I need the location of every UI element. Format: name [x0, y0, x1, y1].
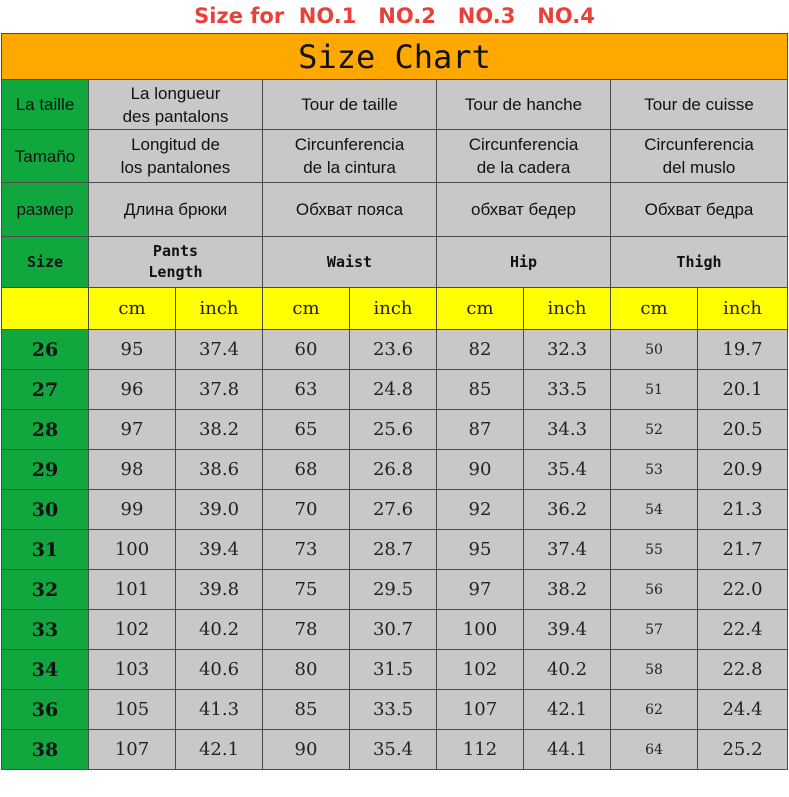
language-row [2, 130, 788, 183]
value-cell: 75 [263, 570, 350, 610]
size-cell: 36 [2, 690, 89, 730]
value-cell: 20.1 [698, 370, 788, 410]
size-cell: 31 [2, 530, 89, 570]
value-cell: 42.1 [524, 690, 611, 730]
value-cell: 112 [437, 730, 524, 770]
size-cell: 29 [2, 450, 89, 490]
size-cell: 27 [2, 370, 89, 410]
units-blank-cell [2, 288, 89, 330]
value-cell: 32.3 [524, 330, 611, 370]
value-cell: 73 [263, 530, 350, 570]
value-cell: 35.4 [350, 730, 437, 770]
value-cell: 53 [611, 450, 698, 490]
value-cell: 40.2 [176, 610, 263, 650]
value-cell: 68 [263, 450, 350, 490]
value-cell: 26.8 [350, 450, 437, 490]
table-row [2, 650, 788, 690]
value-cell: 27.6 [350, 490, 437, 530]
value-cell: 21.3 [698, 490, 788, 530]
value-cell: 31.5 [350, 650, 437, 690]
language-cell: Tour de hanche [437, 80, 611, 130]
language-row [2, 183, 788, 237]
value-cell: 37.4 [176, 330, 263, 370]
value-cell: 102 [437, 650, 524, 690]
value-cell: 64 [611, 730, 698, 770]
value-cell: 28.7 [350, 530, 437, 570]
value-cell: 87 [437, 410, 524, 450]
value-cell: 92 [437, 490, 524, 530]
table-row [2, 610, 788, 650]
chart-title: Size Chart [2, 34, 788, 80]
value-cell: 25.6 [350, 410, 437, 450]
unit-cell: cm [263, 288, 350, 330]
size-cell: 33 [2, 610, 89, 650]
value-cell: 24.8 [350, 370, 437, 410]
title-row [2, 34, 788, 80]
table-row [2, 330, 788, 370]
unit-cell: cm [437, 288, 524, 330]
size-cell: 26 [2, 330, 89, 370]
table-row [2, 730, 788, 770]
language-cell: Circunferencia de la cintura [263, 130, 437, 183]
table-row [2, 370, 788, 410]
value-cell: 107 [89, 730, 176, 770]
unit-cell: inch [698, 288, 788, 330]
value-cell: 90 [437, 450, 524, 490]
unit-cell: inch [524, 288, 611, 330]
size-header-label: Size [2, 237, 89, 288]
language-cell: La longueur des pantalons [89, 80, 263, 130]
value-cell: 105 [89, 690, 176, 730]
size-cell: 32 [2, 570, 89, 610]
value-cell: 22.0 [698, 570, 788, 610]
size-chart-table [1, 33, 788, 770]
size-header-row [2, 237, 788, 288]
value-cell: 44.1 [524, 730, 611, 770]
measure-header-cell: Pants Length [89, 237, 263, 288]
language-cell: Circunferencia de la cadera [437, 130, 611, 183]
language-cell: Обхват пояса [263, 183, 437, 237]
value-cell: 38.6 [176, 450, 263, 490]
value-cell: 107 [437, 690, 524, 730]
value-cell: 56 [611, 570, 698, 610]
value-cell: 52 [611, 410, 698, 450]
value-cell: 19.7 [698, 330, 788, 370]
value-cell: 99 [89, 490, 176, 530]
value-cell: 96 [89, 370, 176, 410]
value-cell: 60 [263, 330, 350, 370]
value-cell: 102 [89, 610, 176, 650]
value-cell: 35.4 [524, 450, 611, 490]
value-cell: 38.2 [524, 570, 611, 610]
value-cell: 22.8 [698, 650, 788, 690]
value-cell: 40.6 [176, 650, 263, 690]
measure-header-cell: Hip [437, 237, 611, 288]
language-cell: обхват бедер [437, 183, 611, 237]
value-cell: 95 [437, 530, 524, 570]
table-row [2, 570, 788, 610]
value-cell: 36.2 [524, 490, 611, 530]
value-cell: 41.3 [176, 690, 263, 730]
language-cell: Обхват бедра [611, 183, 788, 237]
value-cell: 37.8 [176, 370, 263, 410]
value-cell: 34.3 [524, 410, 611, 450]
value-cell: 21.7 [698, 530, 788, 570]
size-cell: 34 [2, 650, 89, 690]
value-cell: 90 [263, 730, 350, 770]
value-cell: 95 [89, 330, 176, 370]
value-cell: 55 [611, 530, 698, 570]
value-cell: 37.4 [524, 530, 611, 570]
value-cell: 85 [263, 690, 350, 730]
unit-cell: cm [89, 288, 176, 330]
table-row [2, 450, 788, 490]
language-label: Tamaño [2, 130, 89, 183]
value-cell: 100 [437, 610, 524, 650]
measure-header-cell: Thigh [611, 237, 788, 288]
value-cell: 40.2 [524, 650, 611, 690]
value-cell: 65 [263, 410, 350, 450]
value-cell: 80 [263, 650, 350, 690]
value-cell: 39.8 [176, 570, 263, 610]
value-cell: 51 [611, 370, 698, 410]
language-label: размер [2, 183, 89, 237]
value-cell: 97 [437, 570, 524, 610]
language-cell: Longitud de los pantalones [89, 130, 263, 183]
value-cell: 50 [611, 330, 698, 370]
value-cell: 23.6 [350, 330, 437, 370]
value-cell: 54 [611, 490, 698, 530]
value-cell: 62 [611, 690, 698, 730]
value-cell: 101 [89, 570, 176, 610]
table-row [2, 690, 788, 730]
measure-header-cell: Waist [263, 237, 437, 288]
value-cell: 58 [611, 650, 698, 690]
table-row [2, 530, 788, 570]
value-cell: 38.2 [176, 410, 263, 450]
value-cell: 70 [263, 490, 350, 530]
language-row [2, 80, 788, 130]
value-cell: 63 [263, 370, 350, 410]
language-cell: Circunferencia del muslo [611, 130, 788, 183]
value-cell: 22.4 [698, 610, 788, 650]
value-cell: 39.0 [176, 490, 263, 530]
unit-cell: inch [350, 288, 437, 330]
table-row [2, 410, 788, 450]
value-cell: 39.4 [176, 530, 263, 570]
size-cell: 28 [2, 410, 89, 450]
value-cell: 98 [89, 450, 176, 490]
value-cell: 30.7 [350, 610, 437, 650]
size-for-header: Size for NO.1 NO.2 NO.3 NO.4 [194, 4, 595, 28]
value-cell: 33.5 [524, 370, 611, 410]
value-cell: 20.5 [698, 410, 788, 450]
value-cell: 33.5 [350, 690, 437, 730]
value-cell: 29.5 [350, 570, 437, 610]
size-cell: 30 [2, 490, 89, 530]
value-cell: 24.4 [698, 690, 788, 730]
size-cell: 38 [2, 730, 89, 770]
language-label: La taille [2, 80, 89, 130]
units-row [2, 288, 788, 330]
value-cell: 85 [437, 370, 524, 410]
language-cell: Длина брюки [89, 183, 263, 237]
value-cell: 100 [89, 530, 176, 570]
value-cell: 20.9 [698, 450, 788, 490]
value-cell: 57 [611, 610, 698, 650]
value-cell: 103 [89, 650, 176, 690]
value-cell: 97 [89, 410, 176, 450]
table-row [2, 490, 788, 530]
value-cell: 25.2 [698, 730, 788, 770]
language-cell: Tour de cuisse [611, 80, 788, 130]
value-cell: 78 [263, 610, 350, 650]
value-cell: 42.1 [176, 730, 263, 770]
value-cell: 39.4 [524, 610, 611, 650]
unit-cell: inch [176, 288, 263, 330]
value-cell: 82 [437, 330, 524, 370]
unit-cell: cm [611, 288, 698, 330]
language-cell: Tour de taille [263, 80, 437, 130]
